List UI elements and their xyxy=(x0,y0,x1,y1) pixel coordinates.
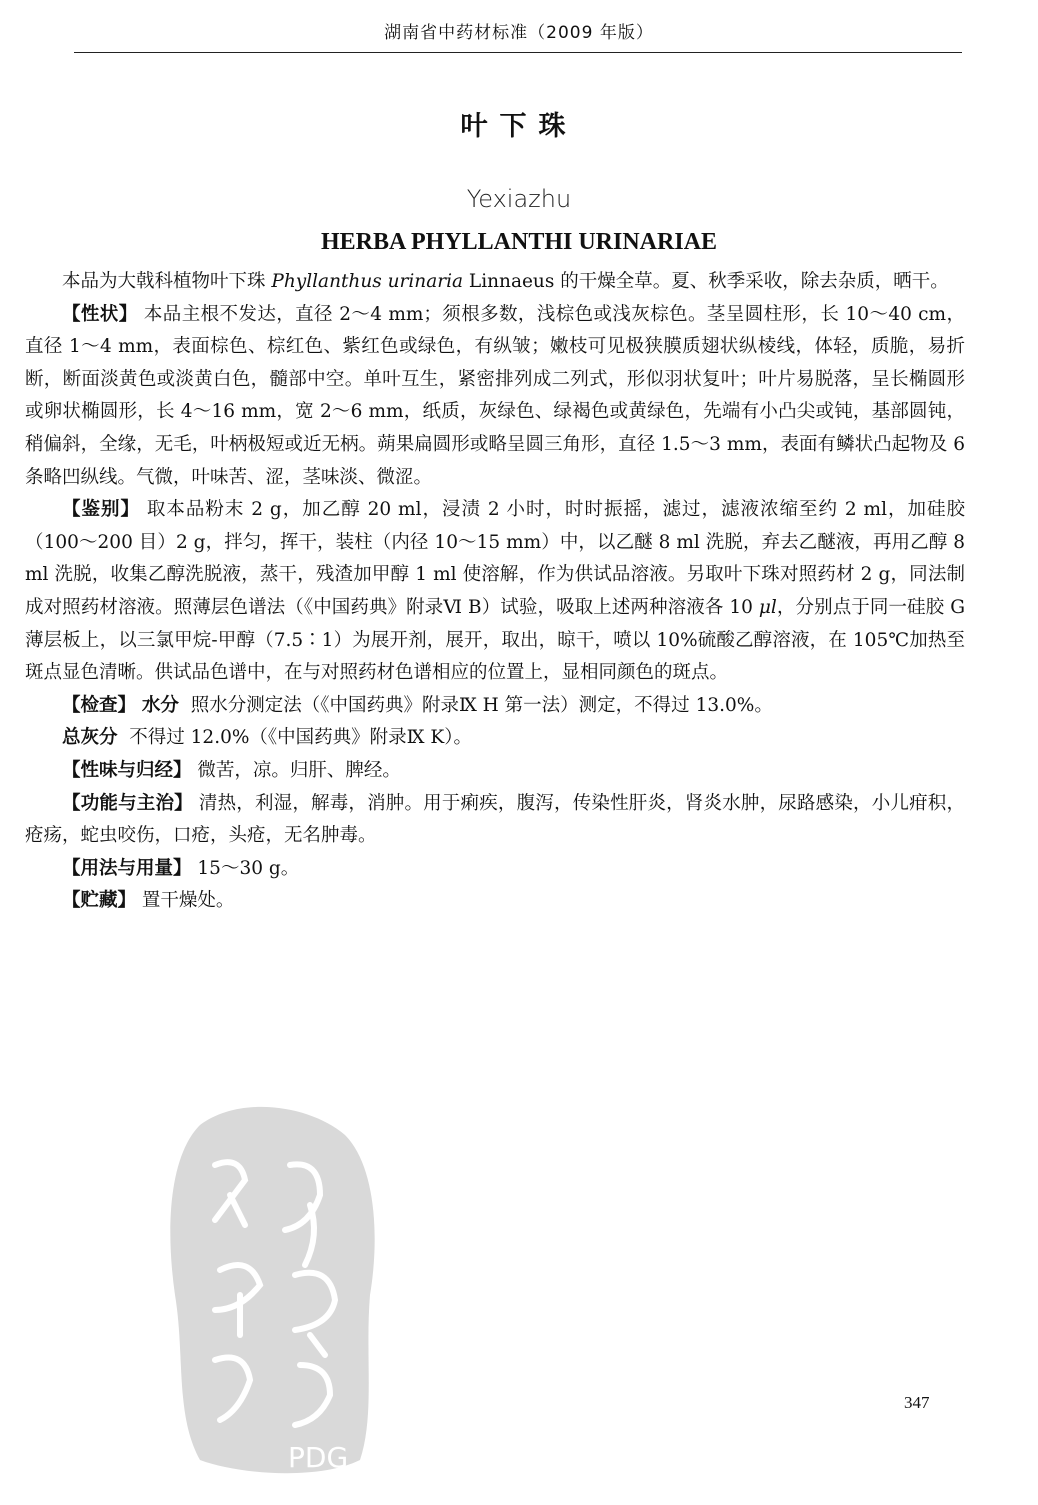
pinyin-name: Yexiazhu xyxy=(466,185,572,213)
running-header: 湖南省中药材标准（2009 年版） xyxy=(384,23,654,43)
section-identification xyxy=(25,494,965,690)
section-text-property-flavor: 微苦，凉。归肝、脾经。 xyxy=(197,759,401,781)
species-name: Phyllanthus urinaria xyxy=(271,271,464,292)
subsection-label-water: 水分 xyxy=(141,694,179,716)
page-number: 347 xyxy=(904,1393,930,1412)
section-total-ash xyxy=(25,722,965,755)
section-text-identification-a: 取本品粉末 2 g，加乙醇 20 ml，浸渍 2 小时，时时振摇，滤过，滤液浓缩至约 2 ml，加硅胶（100～200 目）2 g，拌匀，挥干，装柱（内径 10～15 mm）中，以乙醚 8 ml 洗脱，弃去乙醚液，再用乙醇 8 ml 洗脱，收集乙醇洗脱液，蒸干，残渣加甲醇 1 ml 使溶解，作为供试品溶液。另取叶下珠对照药材 2 g，同法制成对照药材溶液。照薄层色谱法（《中国药典》附录Ⅵ B）试验，吸取上述两种溶液各 10 xyxy=(25,499,965,618)
intro-text-before: 本品为大戟科植物叶下珠 xyxy=(62,271,272,292)
section-label-property-flavor: 【性味与归经】 xyxy=(62,759,192,781)
section-text-functions: 清热，利湿，解毒，消肿。用于痢疾，腹泻，传染性肝炎，肾炎水肿，尿路感染，小儿疳积，疮疡，蛇虫咬伤，口疮，头疮，无名肿毒。 xyxy=(25,792,965,847)
subsection-text-water: 照水分测定法（《中国药典》附录Ⅸ H 第一法）测定，不得过 13.0%。 xyxy=(190,694,773,716)
section-text-storage: 置干燥处。 xyxy=(141,890,235,912)
section-text-description: 本品主根不发达，直径 2～4 mm；须根多数，浅棕色或浅灰棕色。茎呈圆柱形，长 10～40 cm，直径 1～4 mm，表面棕色、棕红色、紫红色或绿色，有纵皱；嫩枝可见极狭膜质翅状纵棱线，体轻，质脆，易折断，断面淡黄色或淡黄白色，髓部中空。单叶互生，紧密排列成二列式，形似羽状复叶；叶片易脱落，呈长椭圆形或卵状椭圆形，长 4～16 mm，宽 2～6 mm，纸质，灰绿色、绿褐色或黄绿色，先端有小凸尖或钝，基部圆钝，稍偏斜，全缘，无毛，叶柄极短或近无柄。蒴果扁圆形或略呈圆三角形，直径 1.5～3 mm，表面有鳞状凸起物及 6 条略凹纵线。气微，叶味苦、涩，茎味淡、微涩。 xyxy=(25,303,965,488)
section-inspection xyxy=(25,690,965,723)
section-text-dosage: 15～30 g。 xyxy=(197,857,300,879)
watermark-label: PDG xyxy=(288,1441,349,1474)
subsection-label-ash: 总灰分 xyxy=(62,727,118,749)
section-label-dosage: 【用法与用量】 xyxy=(62,857,192,879)
section-label-storage: 【贮藏】 xyxy=(62,890,137,912)
latin-name: HERBA PHYLLANTHI URINARIAE xyxy=(320,229,718,255)
section-label-functions: 【功能与主治】 xyxy=(62,792,193,814)
monograph-title: 叶下珠 xyxy=(460,111,578,142)
section-property-flavor xyxy=(25,755,965,788)
intro-text-after: Linnaeus 的干燥全草。夏、秋季采收，除去杂质，晒干。 xyxy=(463,271,949,292)
section-label-description: 【性状】 xyxy=(62,303,138,325)
header-rule xyxy=(74,52,962,53)
section-text-identification-b: ，分别点于同一硅胶 G 薄层板上，以三氯甲烷-甲醇（7.5∶1）为展开剂，展开，取出，晾干，喷以 10%硫酸乙醇溶液，在 105℃加热至斑点显色清晰。供试品色谱中，在与对照药材色谱相应的位置上，显相同颜色的斑点。 xyxy=(25,596,965,684)
seal-stone-shape xyxy=(170,1107,374,1473)
section-description xyxy=(25,299,965,495)
unit-microliter: μl xyxy=(758,596,777,618)
watermark-seal xyxy=(160,1095,385,1475)
monograph-body xyxy=(25,266,965,918)
section-dosage xyxy=(25,853,965,886)
subsection-text-ash: 不得过 12.0%（《中国药典》附录Ⅸ K）。 xyxy=(129,727,472,749)
section-label-inspection: 【检查】 xyxy=(62,694,137,716)
intro-paragraph xyxy=(25,266,965,299)
section-label-identification: 【鉴别】 xyxy=(62,499,140,521)
section-storage xyxy=(25,885,965,918)
section-functions xyxy=(25,788,965,853)
